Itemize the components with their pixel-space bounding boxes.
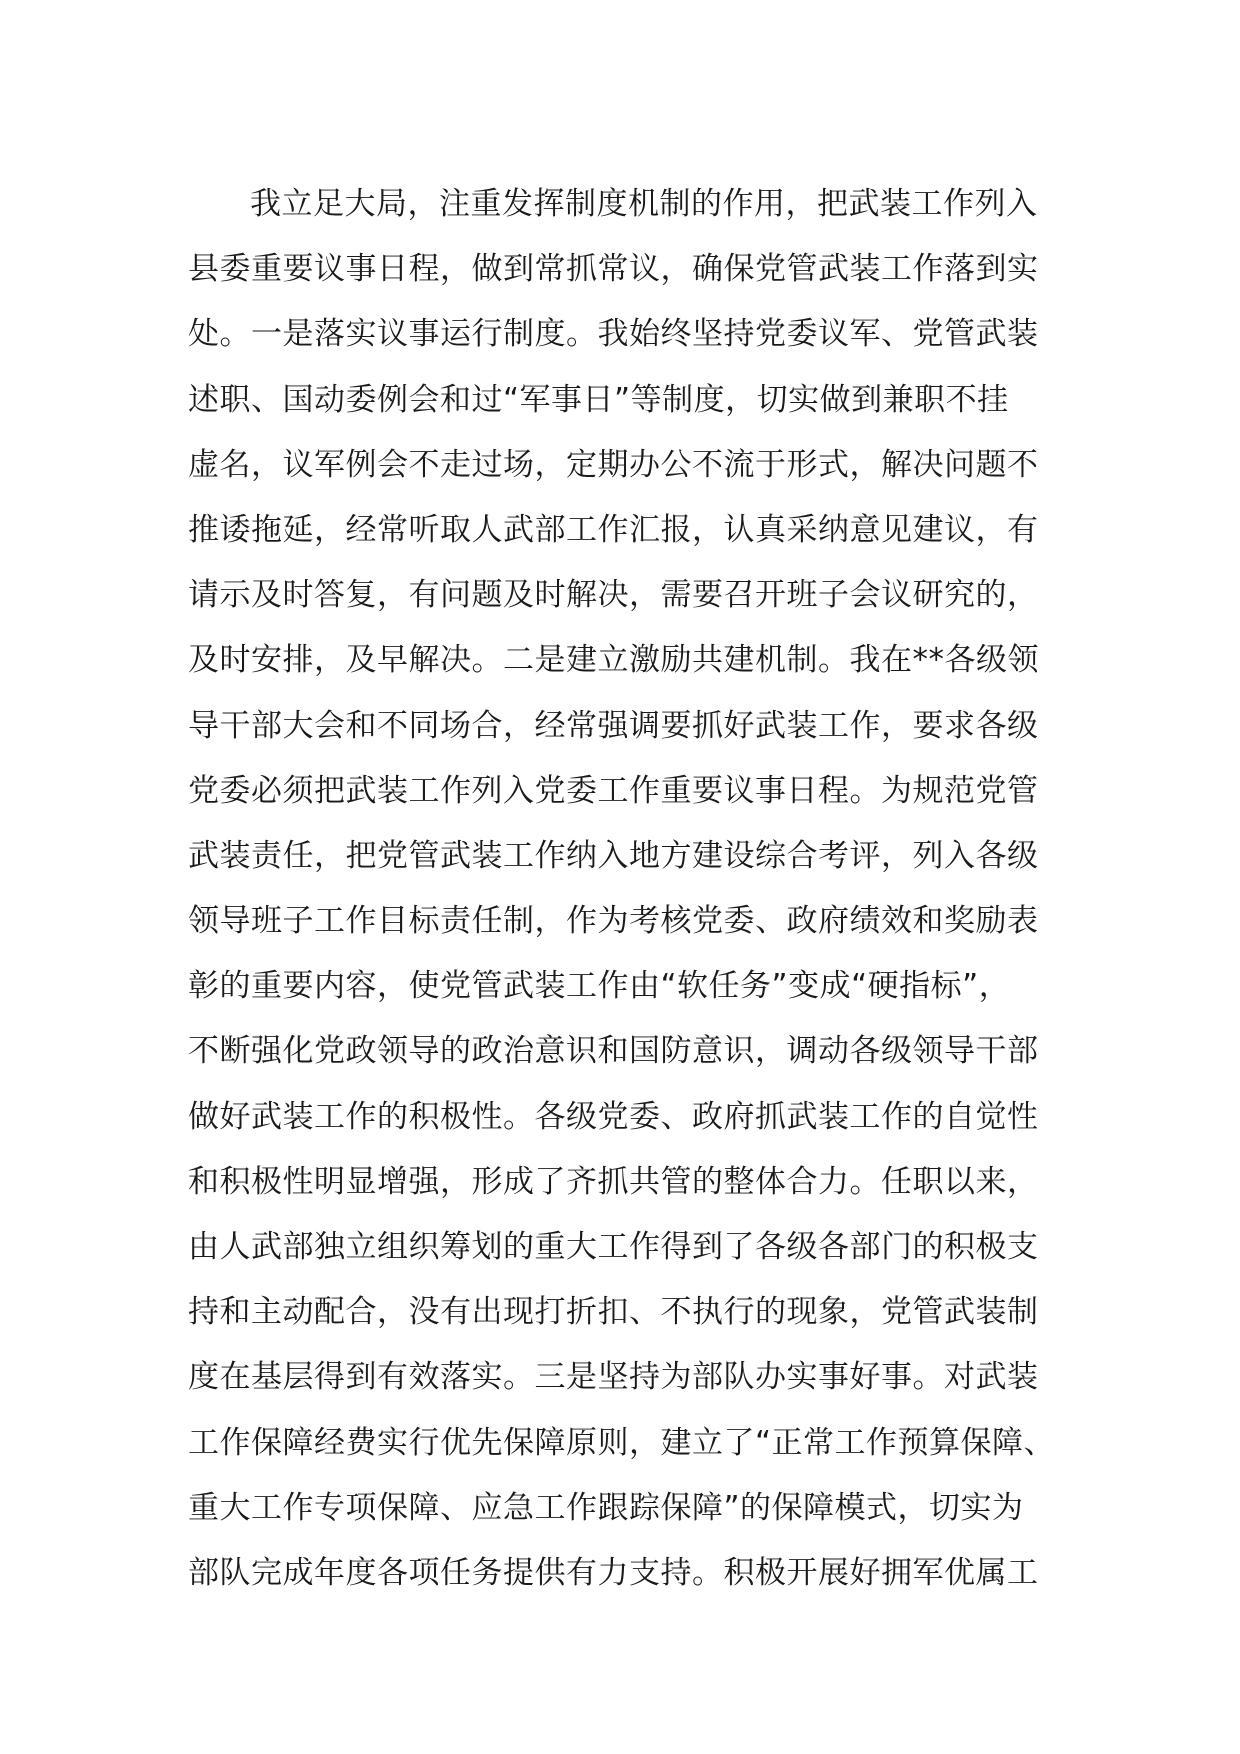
text-line: 述职、国动委例会和过“军事日”等制度，切实做到兼职不挂 [188,381,1009,418]
text-line: 请示及时答复，有问题及时解决，需要召开班子会议研究的， [188,577,1039,614]
text-line: 武装责任，把党管武装工作纳入地方建设综合考评，列入各级 [188,837,1039,874]
text-line: 由人武部独立组织筹划的重大工作得到了各级各部门的积极支 [188,1229,1039,1265]
body-paragraph [188,172,1088,1606]
text-line: 做好武装工作的积极性。各级党委、政府抓武装工作的自觉性 [188,1098,1039,1135]
text-line: 县委重要议事日程，做到常抓常议，确保党管武装工作落到实 [188,251,1039,288]
text-line: 虚名，议军例会不走过场，定期办公不流于形式，解决问题不 [188,446,1039,483]
text-line: 重大工作专项保障、应急工作跟踪保障”的保障模式，切实为 [188,1489,1024,1526]
text-line: 领导班子工作目标责任制，作为考核党委、政府绩效和奖励表 [188,903,1039,940]
text-line: 导干部大会和不同场合，经常强调要抓好武装工作，要求各级 [188,707,1039,744]
text-line: 彰的重要内容，使党管武装工作由“软任务”变成“硬指标”， [188,968,1011,1005]
text-line: 不断强化党政领导的政治意识和国防意识，调动各级领导干部 [188,1033,1039,1070]
text-line: 部队完成年度各项任务提供有力支持。积极开展好拥军优属工 [188,1554,1039,1591]
text-line: 党委必须把武装工作列入党委工作重要议事日程。为规范党管 [188,772,1039,809]
text-line: 和积极性明显增强，形成了齐抓共管的整体合力。任职以来， [188,1163,1039,1200]
text-line: 推诿拖延，经常听取人武部工作汇报，认真采纳意见建议，有 [188,511,1039,548]
text-line: 持和主动配合，没有出现打折扣、不执行的现象，党管武装制 [188,1294,1039,1331]
text-line: 处。一是落实议事运行制度。我始终坚持党委议军、党管武装 [188,316,1039,353]
text-line: 及时安排，及早解决。二是建立激励共建机制。我在**各级领 [188,642,1039,679]
text-line: 度在基层得到有效落实。三是坚持为部队办实事好事。对武装 [188,1359,1039,1396]
text-line: 工作保障经费实行优先保障原则，建立了“正常工作预算保障、 [188,1424,1056,1461]
text-line: 我立足大局，注重发挥制度机制的作用，把武装工作列入 [250,186,1038,222]
